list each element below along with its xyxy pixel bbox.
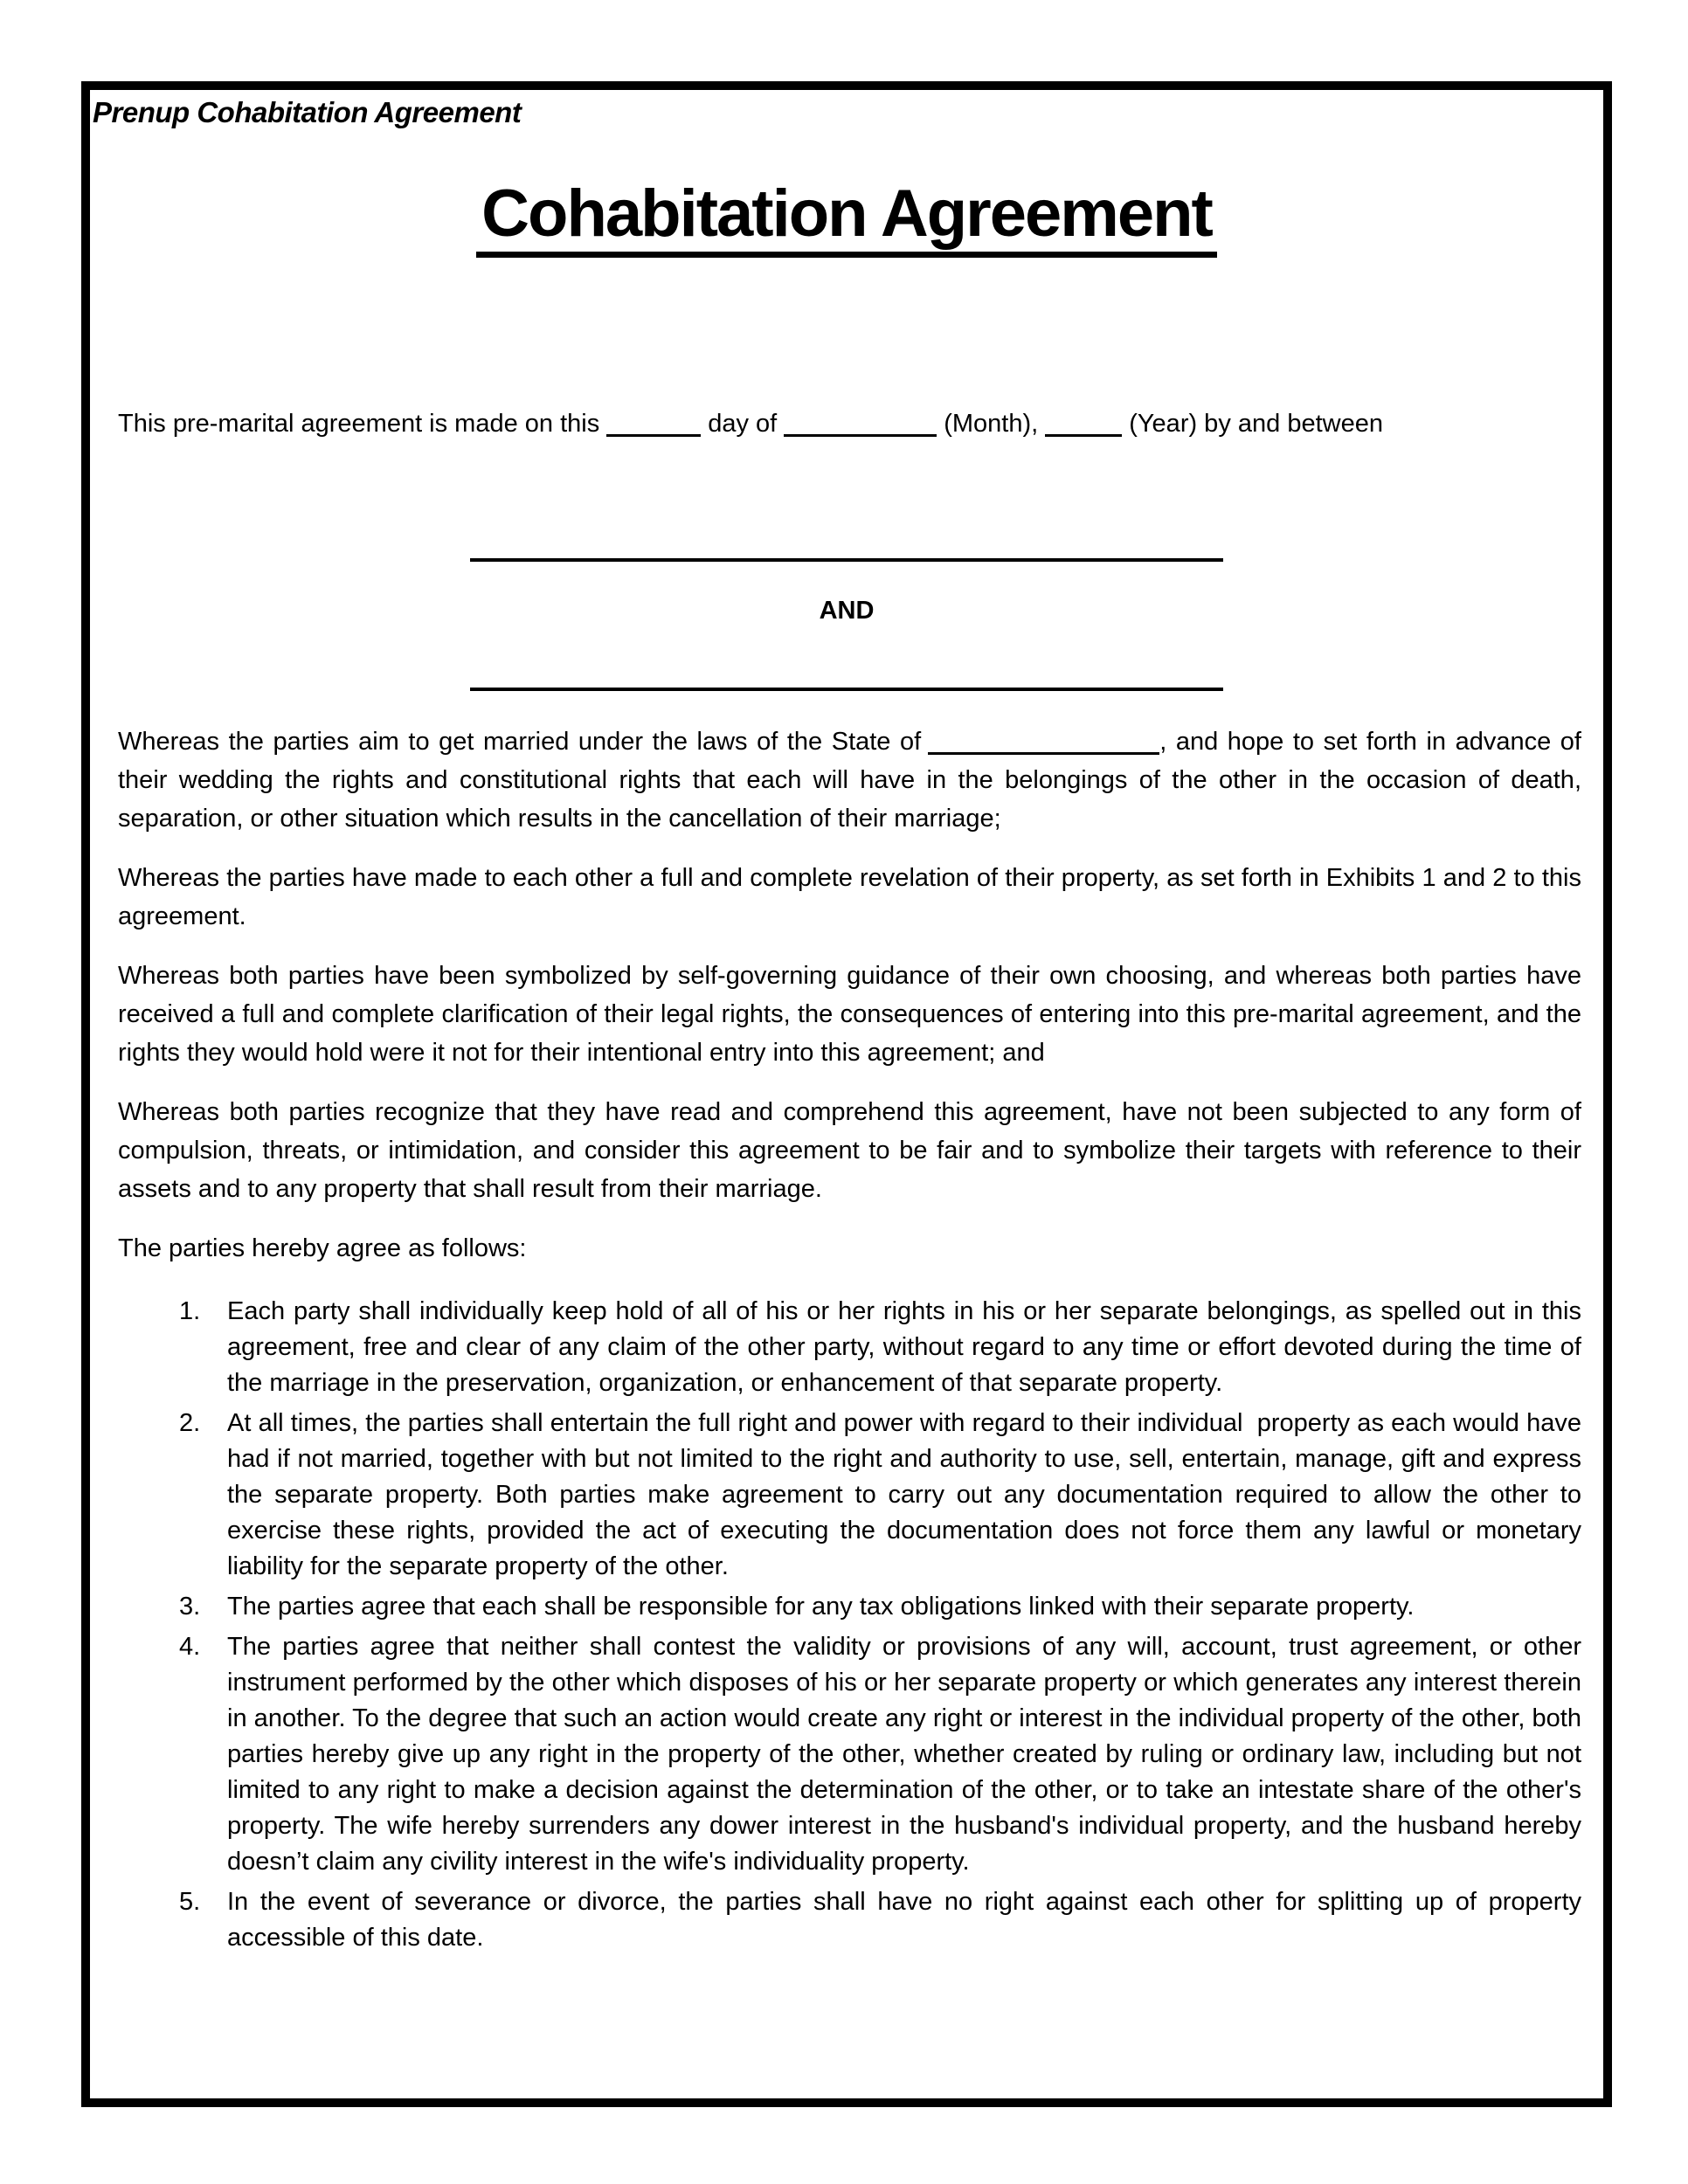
document-title: Cohabitation Agreement: [476, 179, 1217, 258]
clause-item-3: The parties agree that each shall be responsible for any tax obligations linked with their separate property.: [227, 1593, 1415, 1621]
party1-name-line[interactable]: [470, 558, 1223, 562]
whereas-1-post: , and hope to set forth in advance of their wedding the rights and constitutional rights that each will have in the belongings of the other in the occasion of death, separation, or other situation which results in the cancellation of their marriage;: [118, 728, 1581, 833]
state-blank-field[interactable]: [928, 731, 1159, 755]
day-blank-field[interactable]: [606, 413, 701, 437]
page-border-frame: [81, 81, 1612, 2107]
intro-text-1: This pre-marital agreement is made on this: [118, 410, 600, 438]
clause-item-1: Each party shall individually keep hold of all of his or her rights in his or her separate belongings, as spelled out in this agreement, free and clear of any claim of the other party, without regard to any time or effort devoted during the time of the marriage in the preservation, organization, or enhancement of that separate property.: [227, 1297, 1581, 1397]
whereas-clause-2: Whereas the parties have made to each other a full and complete revelation of their property, as set forth in Exhibits 1 and 2 to this agreement.: [118, 864, 1581, 930]
intro-text-4: (Year) by and between: [1129, 410, 1383, 438]
numbered-clause-list: [118, 1294, 1581, 1956]
intro-paragraph: [118, 404, 1581, 443]
document-header-label: Prenup Cohabitation Agreement: [93, 96, 522, 128]
clause-item-4: The parties agree that neither shall contest the validity or provisions of any will, account, trust agreement, or other instrument performed by the other which disposes of his or her separate property or which generates any interest therein in another. To the degree that such an action would create any right or interest in the individual property of the other, both parties hereby give up any right in the property of the other, whether created by ruling or ordinary law, including but not limited to any right to make a decision against the determination of the other, or to take an intestate share of the other's property. The wife hereby surrenders any dower interest in the husband's individual property, and the husband hereby doesn’t claim any civility interest in the wife's individuality property.: [227, 1633, 1581, 1876]
month-blank-field[interactable]: [784, 413, 937, 437]
clause-item-5: In the event of severance or divorce, the parties shall have no right against each other for splitting up of property accessible of this date.: [227, 1888, 1581, 1952]
whereas-clause-1: [118, 722, 1581, 838]
year-blank-field[interactable]: [1045, 413, 1122, 437]
whereas-clause-3: Whereas both parties have been symbolized by self-governing guidance of their own choosing, and whereas both parties have received a full and complete clarification of their legal rights, the consequences of entering into this pre-marital agreement, and the rights they would hold were it not for their intentional entry into this agreement; and: [118, 962, 1581, 1067]
whereas-1-pre: Whereas the parties aim to get married under the laws of the State of: [118, 728, 922, 756]
clause-item-2: At all times, the parties shall entertain the full right and power with regard to their individual property as each would have had if not married, together with but not limited to the right and authority to use, sell, entertain, manage, gift and express the separate property. Both parties make agreement to carry out any documentation required to allow the other to exercise these rights, provided the act of executing the documentation does not force them any lawful or monetary liability for the separate property of the other.: [227, 1409, 1581, 1580]
agreement-intro-line: The parties hereby agree as follows:: [118, 1234, 527, 1262]
and-separator-label: AND: [819, 597, 875, 625]
party2-name-line[interactable]: [470, 688, 1223, 691]
title-row: [90, 176, 1603, 258]
intro-text-3: (Month),: [944, 410, 1039, 438]
intro-text-2: day of: [708, 410, 778, 438]
whereas-clause-4: Whereas both parties recognize that they have read and comprehend this agreement, have not been subjected to any form of compulsion, threats, or intimidation, and consider this agreement to be fair and to symbolize their targets with reference to their assets and to any property that shall result from their marriage.: [118, 1098, 1581, 1203]
